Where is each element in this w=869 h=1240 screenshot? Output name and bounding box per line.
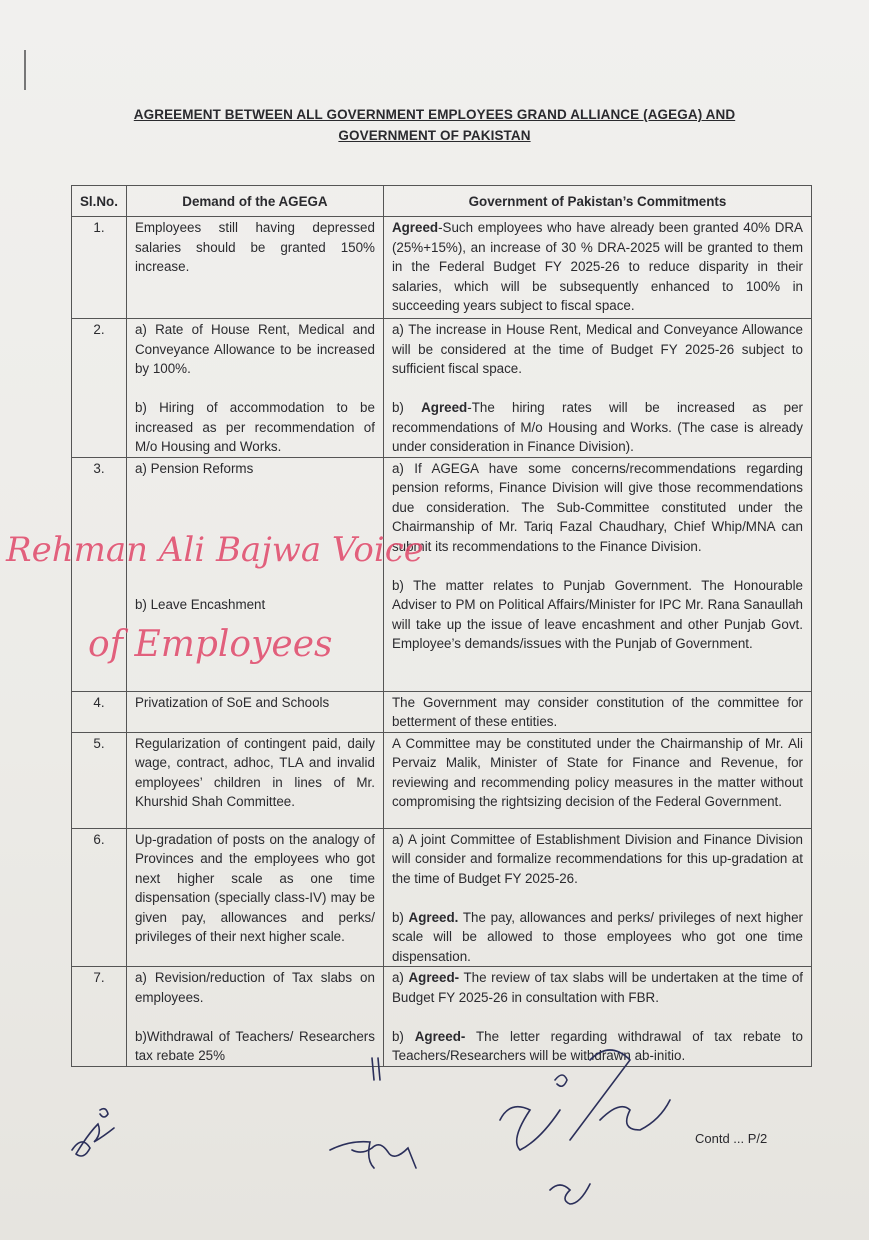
commitment-text: The review of tax slabs will be undertaken at the time of Budget FY 2025-26 in consultation with FBR. bbox=[391, 970, 803, 1005]
row-number: 4. bbox=[72, 691, 127, 732]
item-prefix: b) bbox=[391, 1028, 415, 1044]
signature-left bbox=[72, 1109, 114, 1156]
agreed-label: Agreed. bbox=[408, 909, 459, 925]
row-number: 3. bbox=[72, 457, 127, 691]
demand-a: a) Revision/reduction of Tax slabs on employees. bbox=[134, 970, 375, 1005]
commitment-text: The pay, allowances and perks/ privileges of next higher scale will be allowed to those employees who got one time dispensation. bbox=[391, 909, 803, 964]
document-title-line2: GOVERNMENT OF PAKISTAN bbox=[338, 128, 531, 143]
demand-b: b) Hiring of accommodation to be increased as per recommendation of M/o Housing and Works. bbox=[134, 400, 375, 454]
demand-cell: Privatization of SoE and Schools bbox=[126, 691, 383, 732]
header-demand: Demand of the AGEGA bbox=[126, 186, 383, 217]
row-number: 5. bbox=[72, 732, 127, 828]
commitment-a: a) If AGEGA have some concerns/recommendations regarding pension reforms, Finance Division will give those recommendations due consideration. The Sub-Committee constituted under the Chairmanship of Mr. Tariq Fazal Chaudhary, Chief Whip/MNA can submit its recommendations to the Finance Division. bbox=[391, 460, 803, 554]
row-number: 2. bbox=[72, 319, 127, 458]
row-number: 6. bbox=[72, 828, 127, 967]
commitment-text: -Such employees who have already been granted 40% DRA (25%+15%), an increase of 30 % DRA-2025 will be granted to them in the Federal Budget FY 2025-26 to reduce disparity in their salaries, which will be subsequently enhanced to 100% in succeeding years subject to fiscal space. bbox=[391, 220, 803, 313]
agreed-label: Agreed bbox=[391, 220, 439, 235]
header-sl-no: Sl.No. bbox=[72, 186, 127, 217]
demand-b: b)Withdrawal of Teachers/ Researchers tax rebate 25% bbox=[134, 1028, 375, 1063]
demand-a: a) Pension Reforms bbox=[134, 460, 254, 476]
agreed-label: Agreed- bbox=[408, 970, 460, 985]
row-number: 1. bbox=[72, 217, 127, 319]
commitment-cell: The Government may consider constitution of the committee for betterment of these entities. bbox=[383, 691, 811, 732]
header-commitments: Government of Pakistan’s Commitments bbox=[383, 186, 811, 217]
commitment-b: b) The matter relates to Punjab Government. The Honourable Adviser to PM on Political Affairs/Minister for IPC Mr. Rana Sanaullah will take up the issue of leave encashment and other Punjab Govt. Employee’s demands/issues with the Punjab of Government. bbox=[391, 577, 803, 651]
signature-right bbox=[500, 1050, 670, 1204]
document-title-line1: AGREEMENT BETWEEN ALL GOVERNMENT EMPLOYEES GRAND ALLIANCE (AGEGA) AND bbox=[133, 107, 736, 122]
signature-center bbox=[330, 1142, 416, 1168]
commitment-a: a) A joint Committee of Establishment Division and Finance Division will consider and formalize recommendations for this up-gradation at the time of Budget FY 2025-26. bbox=[391, 831, 803, 886]
row-number: 7. bbox=[72, 967, 127, 1067]
agreed-label: Agreed bbox=[421, 400, 468, 415]
tick-mark bbox=[372, 1058, 380, 1080]
demand-a: a) Rate of House Rent, Medical and Conveyance Allowance to be increased by 100%. bbox=[134, 322, 375, 376]
agreed-label: Agreed- bbox=[414, 1028, 466, 1044]
demand-cell: Regularization of contingent paid, daily wage, contract, adhoc, TLA and invalid employees’ children in lines of Mr. Khurshid Shah Committee. bbox=[126, 732, 383, 828]
demand-cell: Employees still having depressed salaries should be granted 150% increase. bbox=[126, 217, 383, 319]
watermark-line2: of Employees bbox=[88, 624, 333, 665]
commitment-text: -The hiring rates will be increased as per recommendations of M/o Housing and Works. (The case is already under consideration in Finance Division). bbox=[391, 400, 803, 454]
continued-note: Contd ... P/2 bbox=[695, 1131, 768, 1146]
item-prefix: b) bbox=[391, 400, 422, 415]
commitment-a: a) The increase in House Rent, Medical and Conveyance Allowance will be considered at the time of Budget FY 2025-26 subject to sufficient fiscal space. bbox=[391, 322, 803, 376]
item-prefix: b) bbox=[391, 909, 409, 925]
commitment-text: The letter regarding withdrawal of tax rebate to Teachers/Researchers will be withdrawn ab-initio. bbox=[391, 1028, 803, 1063]
demand-cell: Up-gradation of posts on the analogy of Provinces and the employees who got next higher scale as one time dispensation (specially class-IV) may be given pay, allowances and perks/ privileges of their next higher scale. bbox=[126, 828, 383, 967]
demand-b: b) Leave Encashment bbox=[134, 596, 266, 612]
commitment-cell: A Committee may be constituted under the Chairmanship of Mr. Ali Pervaiz Malik, Minister of State for Finance and Revenue, for reviewing and recommending policy measures in the matter without compromising the rightsizing decision of the Federal Government. bbox=[383, 732, 811, 828]
item-prefix: a) bbox=[391, 970, 409, 985]
watermark-line1: Rehman Ali Bajwa Voice bbox=[6, 530, 424, 570]
